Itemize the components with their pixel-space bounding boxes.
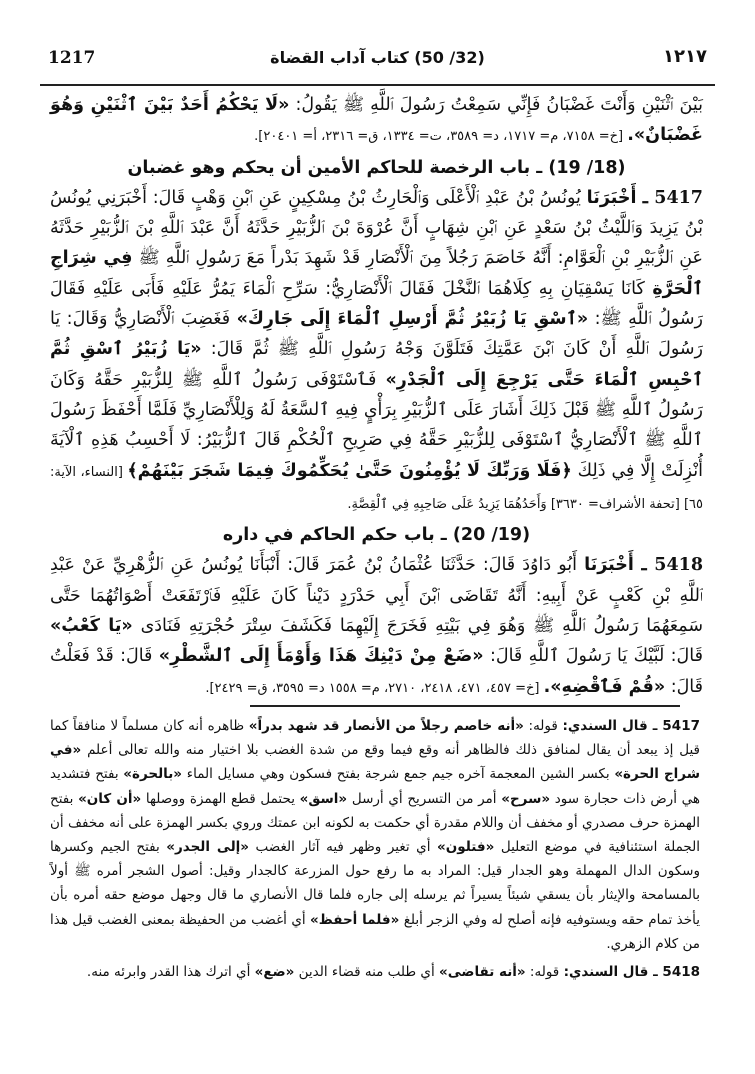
prophetic-saying: «قُمْ فَٱقْضِهِ».	[543, 676, 666, 697]
footnote-text: بكسر الشين المعجمة آخره جيم جمع شرجة بفتح فسكون وهي مسايل الماء	[182, 766, 615, 783]
hadith-number: 5418 ـ	[633, 555, 704, 576]
page-header	[40, 40, 715, 80]
footnote-rule	[250, 705, 680, 707]
quoted-phrase: «أنه خاصم رجلاً من الأنصار قد شهد بدراً»	[248, 718, 524, 734]
footnote-text: أي تغير وظهر فيه آثار الغضب	[249, 839, 438, 856]
hadith-text: أَبُو دَاوُدَ قَالَ: حَدَّثَنَا عُثْمَانُ بْنُ عُمَرَ قَالَ: أَنْبَأَنَا يُونُسُ عَنِ ٱلزُّهْرِيِّ عَنْ عَبْدِ ٱللَّهِ بْنِ كَعْبٍ عَنْ أَبِيهِ: أَنَّهُ تَقَاضَى ٱبْنَ أَبِي حَدْرَدٍ دَيْناً كَانَ عَلَيْهِ فَٱرْتَفَعَتْ أَصْوَاتُهُمَا حَتَّى سَمِعَهُمَا رَسُولُ ٱللَّهِ ﷺ وَهُوَ فِي بَيْتِهِ فَخَرَجَ إِلَيْهِمَا فَكَشَفَ سِتْرَ حُجْرَتِهِ فَنَادَى	[50, 555, 703, 637]
chain-opener: أَخْبَرَنَا	[584, 555, 634, 576]
prophetic-saying: «يَا كَعْبُ»	[50, 616, 133, 637]
quoted-phrase: «بالحرة»	[123, 766, 183, 783]
quran-verse: ﴿فَلَا وَرَبِّكَ لَا يُؤْمِنُونَ حَتَّىٰ يُحَكِّمُوكَ فِيمَا شَجَرَ بَيْنَهُمْ﴾	[127, 460, 572, 481]
footnote-text: بفتح الجيم وكسرها وسكون الدال المهملة وهو الجدار قيل: المراد به ما رفع حول المزرعة كالجدار وقيل: أصول الشجر أمره ﷺ أولاً بالمسامحة والإيثار بأن يسقي شيئاً يسيراً ثم يرسله إلى جاره فلما قال الأنصاري ما قال وجهل موضع حقه أمره بأن يأخذ تمام حقه ويستوفيه فإنه أصلح له وفي الزجر أبلغ	[50, 839, 700, 928]
quoted-phrase: «فتلون»	[437, 839, 495, 856]
hadith-5417	[50, 183, 703, 520]
bold-phrase: فِي شِرَاجِ ٱلْحَرَّةِ	[50, 248, 703, 299]
footnote-5417	[50, 714, 700, 956]
page-number-arabic: ١٢١٧	[663, 46, 707, 67]
header-rule	[40, 84, 715, 86]
hadith-references: [النساء، الآية: ٦٥] [تحفة الأشراف= ٣٦٣٠] وَأَحَدُهُمَا يَزِيدُ عَلَى صَاحِبِهِ فِي ٱلْقِصَّةِ.	[50, 464, 703, 512]
footnote-text: أي اترك هذا القدر وابرئه منه.	[86, 964, 255, 981]
prophetic-saying: «ٱسْقِ يَا زُبَيْرُ ثُمَّ أَرْسِلِ ٱلْمَاءَ إِلَى جَارِكَ»	[236, 309, 589, 330]
footnote-text: أمر من التسريح أي أرسل	[347, 790, 502, 807]
prophetic-saying: «يَا زُبَيْرُ ٱسْقِ ثُمَّ ٱحْبِسِ ٱلْمَاءَ حَتَّى يَرْجِعَ إِلَى ٱلْجَدْرِ»	[50, 339, 703, 390]
footnote-text: بفتح فتشديد هي أرض ذات حجارة سود	[50, 766, 701, 807]
footnote-5418	[50, 960, 700, 984]
hadith-5418	[50, 550, 703, 703]
hadith-text: يُونُسُ بْنُ عَبْدِ ٱلْأَعْلَى وَٱلْحَارِثُ بْنُ مِسْكِينٍ عَنِ ٱبْنِ وَهْبٍ قَالَ: أَخْبَرَنِي يُونُسُ بْنُ يَزِيدَ وَٱللَّيْثُ بْنُ سَعْدٍ عَنِ ٱبْنِ شِهَابٍ أَنَّ عُرْوَةَ بْنَ ٱلزُّبَيْرِ حَدَّثَهُ أَنَّ عَبْدَ ٱللَّهِ بْنَ ٱلزُّبَيْرِ حَدَّثَهُ عَنِ ٱلزُّبَيْرِ بْنِ ٱلْعَوَّامِ: أَنَّهُ خَاصَمَ رَجُلاً مِنَ ٱلْأَنْصَارِ قَدْ شَهِدَ بَدْراً مَعَ رَسُولِ ٱللَّهِ ﷺ	[50, 187, 703, 269]
paragraph-continuation	[50, 90, 703, 153]
hadith-text: قَالَ: قَدْ فَعَلْتُ قَالَ:	[50, 646, 703, 697]
quoted-phrase: «في شراج الحرة»	[50, 742, 700, 783]
footnote-text: بفتح الهمزة حرف مصدري أو مخفف أن واللام مقدرة أي حكمت به لكونه ابن عمتك وروي بكسر الهمزة على أنه مخفف أن الجملة استئنافية في موضع التعليل	[50, 790, 700, 856]
page-number-latin: 1217	[48, 48, 96, 68]
quoted-phrase: «فلما أحفظ»	[310, 911, 400, 928]
hadith-text: فَغَضِبَ ٱلْأَنْصَارِيُّ وَقَالَ: يَا رَسُولَ ٱللَّهِ أَنْ كَانَ ٱبْنَ عَمَّتِكَ فَتَلَوَّنَ وَجْهُ رَسُولِ ٱللَّهِ ﷺ ثُمَّ قَالَ:	[50, 309, 704, 360]
hadith-text: كَانَا يَسْقِيَانِ بِهِ كِلَاهُمَا ٱلنَّخْلَ فَقَالَ ٱلْأَنْصَارِيُّ: سَرِّحِ ٱلْمَاءَ يَمُرُّ عَلَيْهِ فَأَبَى عَلَيْهِ فَقَالَ رَسُولُ ٱللَّهِ ﷺ:	[50, 278, 704, 330]
footnotes	[50, 714, 700, 984]
hadith-text: بَيْنَ ٱثْنَيْنِ وَأَنْتَ غَضْبَانُ فَإِنِّي سَمِعْتُ رَسُولَ ٱللَّهِ ﷺ يَقُولُ:	[289, 95, 703, 115]
chain-opener: أَخْبَرَنَا	[586, 187, 637, 208]
running-title: (32/ 50) كتاب آداب القضاة	[270, 48, 485, 67]
footnote-text: قوله:	[523, 718, 563, 734]
hadith-references: [خ= ٤٥٧، ٤٧١، ٢٤١٨، ٢٧١٠، م= ١٥٥٨ د= ٣٥٩٥، ق= ٢٤٢٩].	[205, 680, 544, 696]
footnote-text: قوله:	[525, 964, 564, 981]
footnote-text: أي أغضب من الحفيظة بمعنى الغضب قيل هذا من كلام الزهري.	[50, 911, 700, 952]
quoted-phrase: «أنه تقاضى»	[439, 964, 526, 981]
footnote-text: أي طلب منه قضاء الدين	[294, 964, 440, 981]
footnote-text: يحتمل قطع الهمزة ووصلها	[141, 790, 300, 807]
quoted-phrase: «اسق»	[299, 790, 348, 807]
hadith-number: 5417 ـ	[636, 187, 703, 208]
hadith-text: قَالَ: لَبَّيْكَ يَا رَسُولَ ٱللَّهِ قَالَ:	[483, 646, 703, 667]
chapter-heading: (19/ 20) ـ باب حكم الحاكم في داره	[222, 525, 531, 546]
hadith-references: [خ= ٧١٥٨، م= ١٧١٧، د= ٣٥٨٩، ت= ١٣٣٤، ق= ٢٣١٦، أ= ٢٠٤٠١].	[254, 129, 628, 145]
prophetic-saying: «ضَعْ مِنْ دَيْنِكَ هَذَا وَأَوْمَأَ إِلَى ٱلشَّطْرِ»	[158, 646, 484, 667]
quoted-phrase: «أن كان»	[78, 790, 142, 807]
footnote-lead: 5417 ـ قال السندي:	[562, 718, 700, 734]
prophetic-saying: «لَا يَحْكُمُ أَحَدٌ بَيْنَ ٱثْنَيْنِ وَهُوَ غَضْبَانٌ».	[50, 95, 703, 146]
quoted-phrase: «إلى الجدر»	[166, 839, 250, 856]
footnote-lead: 5418 ـ قال السندي:	[563, 964, 700, 981]
quoted-phrase: «سرح»	[501, 790, 551, 807]
hadith-text: فَٱسْتَوْفَى رَسُولُ ٱللَّهِ ﷺ لِلزُّبَيْرِ حَقَّهُ وَكَانَ رَسُولُ ٱللَّهِ ﷺ قَبْلَ ذَلِكَ أَشَارَ عَلَى ٱلزُّبَيْرِ بِرَأْيٍ فِيهِ ٱلسَّعَةُ لَهُ وَلِلْأَنْصَارِيِّ فَلَمَّا أَحْفَظَ رَسُولَ ٱللَّهِ ﷺ ٱلْأَنْصَارِيُّ ٱسْتَوْفَى لِلزُّبَيْرِ حَقَّهُ فِي صَرِيحِ ٱلْحُكْمِ قَالَ ٱلزُّبَيْرُ: لَا أَحْسِبُ هَذِهِ ٱلْآيَةَ أُنْزِلَتْ إِلَّا فِي ذَلِكَ	[50, 369, 703, 481]
quoted-phrase: «ضع»	[254, 964, 295, 981]
chapter-heading: (18/ 19) ـ باب الرخصة للحاكم الأمين أن يحكم وهو غضبان	[127, 157, 626, 178]
footnote-text: ظاهره أنه كان مسلماً لا منافقاً كما قيل إذ يبعد أن يقال لمنافق ذلك فالظاهر أنه وقع فيما وقع من شدة الغضب بلا اختيار منه والله تعالى أعلم	[50, 718, 700, 759]
main-text	[50, 90, 703, 704]
